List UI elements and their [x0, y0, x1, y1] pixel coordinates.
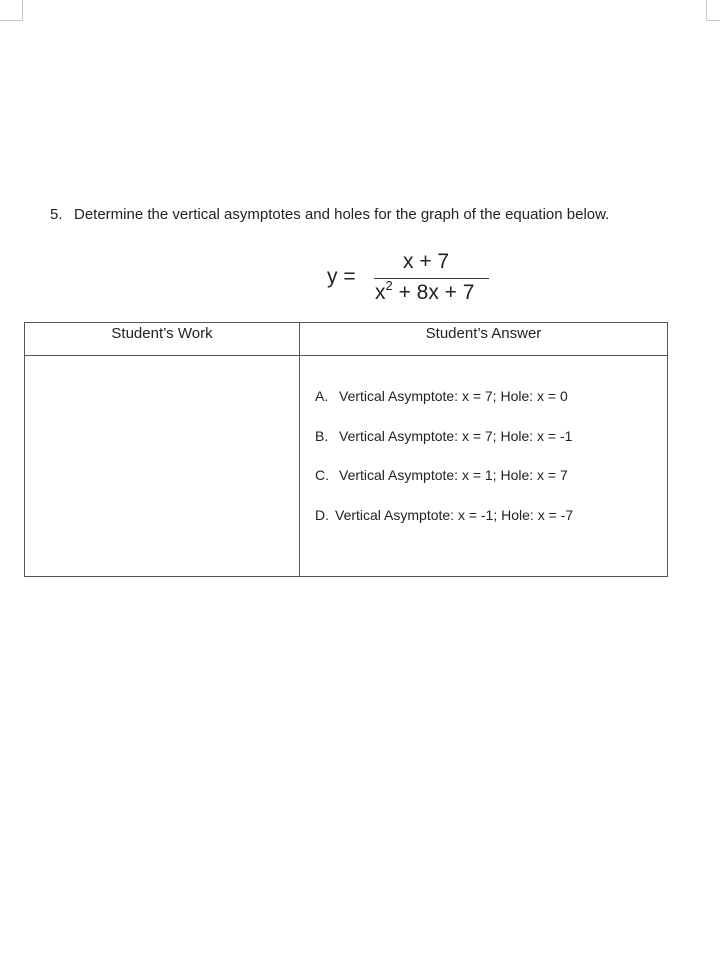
denominator-exponent: 2 [385, 278, 393, 293]
answer-choice-a [315, 388, 568, 404]
answer-choice-c [315, 467, 568, 483]
column-divider [299, 323, 300, 576]
answer-choice-b [315, 428, 572, 444]
question-number: 5. [50, 206, 63, 223]
header-students-answer: Student’s Answer [425, 325, 542, 342]
denominator-rest: + 8x + 7 [392, 281, 475, 304]
header-students-work: Student’s Work [111, 325, 213, 342]
work-answer-table [24, 322, 668, 577]
choice-text: Vertical Asymptote: x = 1; Hole: x = 7 [339, 467, 568, 483]
choice-letter: D. [315, 507, 329, 523]
question-prompt [50, 206, 609, 223]
equation-denominator [375, 278, 475, 305]
choice-letter: C. [315, 467, 329, 483]
equation [327, 250, 497, 310]
choice-letter: A. [315, 388, 329, 404]
equation-lhs: y = [327, 265, 356, 288]
choice-text: Vertical Asymptote: x = -1; Hole: x = -7 [335, 507, 574, 523]
choice-text: Vertical Asymptote: x = 7; Hole: x = -1 [339, 428, 573, 444]
page-corner-mark-top-left [0, 0, 23, 21]
answer-choice-d [315, 507, 573, 523]
choice-letter: B. [315, 428, 329, 444]
header-divider [25, 355, 667, 356]
choice-text: Vertical Asymptote: x = 7; Hole: x = 0 [339, 388, 568, 404]
question-text: Determine the vertical asymptotes and holes for the graph of the equation below. [74, 206, 610, 223]
denominator-base: x [375, 281, 386, 304]
equation-numerator: x + 7 [403, 250, 450, 273]
page-corner-mark-top-right [706, 0, 720, 21]
